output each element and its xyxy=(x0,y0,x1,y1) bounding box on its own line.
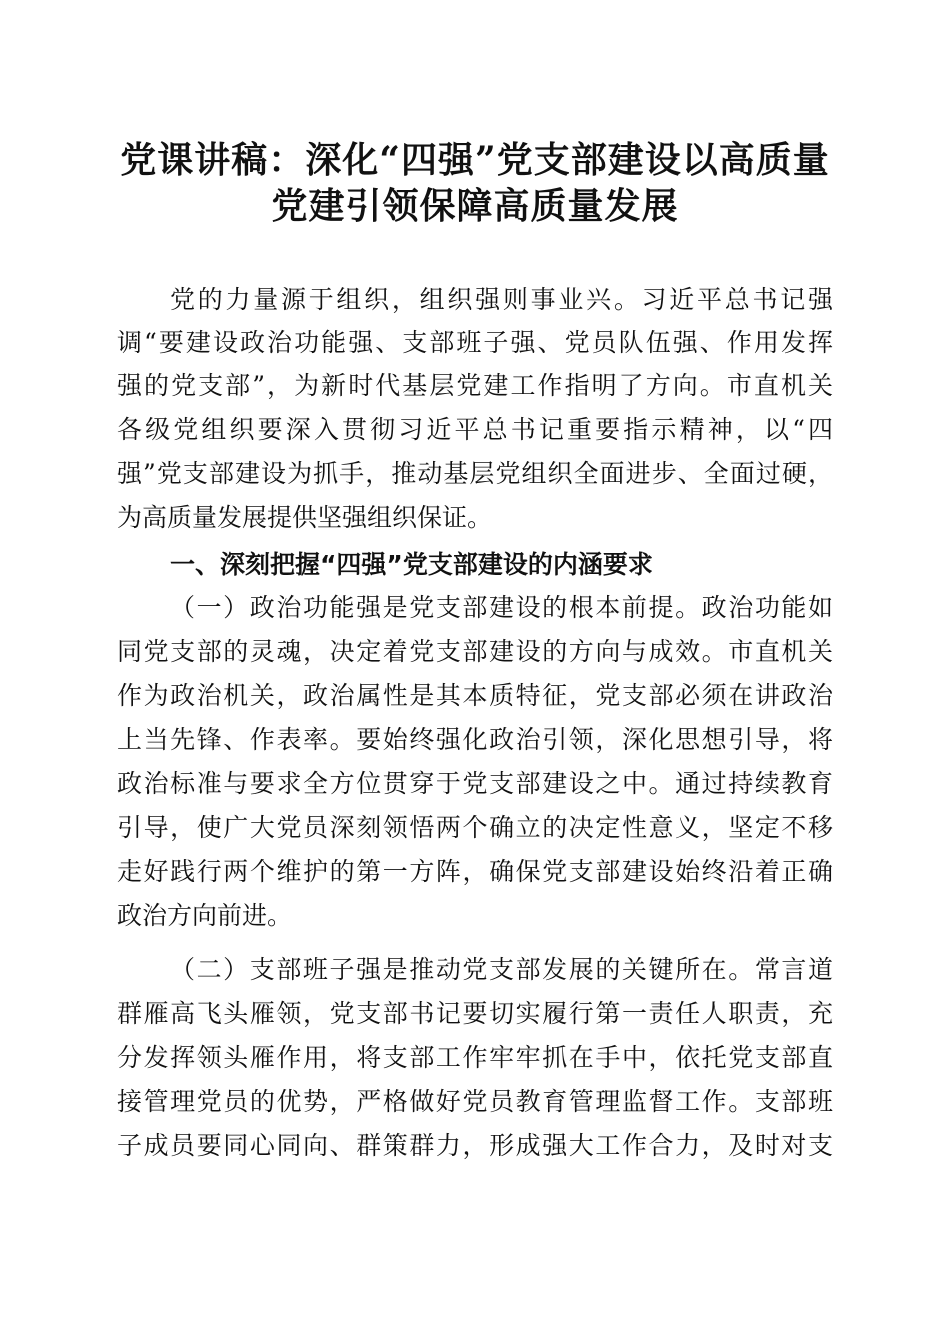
paragraph-line: 分发挥领头雁作用，将支部工作牢牢抓在手中，依托党支部直 xyxy=(117,1043,833,1072)
paragraph-line: 接管理党员的优势，严格做好党员教育管理监督工作。支部班 xyxy=(117,1087,833,1116)
paragraph-line: 同党支部的灵魂，决定着党支部建设的方向与成效。市直机关 xyxy=(117,637,833,666)
paragraph-line: 上当先锋、作表率。要始终强化政治引领，深化思想引导，将 xyxy=(117,725,833,754)
section-heading: 一、深刻把握“四强”党支部建设的内涵要求 xyxy=(170,550,653,579)
paragraph-line: 政治方向前进。 xyxy=(117,901,293,930)
intro-line: 党的力量源于组织，组织强则事业兴。习近平总书记强 xyxy=(170,285,833,314)
document-title-line-2: 党建引领保障高质量发展 xyxy=(271,185,679,227)
intro-line: 强的党支部”，为新时代基层党建工作指明了方向。市直机关 xyxy=(117,371,833,400)
paragraph-line: 引导，使广大党员深刻领悟两个确立的决定性意义，坚定不移 xyxy=(117,813,833,842)
intro-line: 调“要建设政治功能强、支部班子强、党员队伍强、作用发挥 xyxy=(117,328,833,357)
paragraph-line: （二）支部班子强是推动党支部发展的关键所在。常言道 xyxy=(170,955,833,984)
intro-line: 强”党支部建设为抓手，推动基层党组织全面进步、全面过硬， xyxy=(117,459,833,488)
intro-line: 为高质量发展提供坚强组织保证。 xyxy=(117,503,493,532)
paragraph-line: 作为政治机关，政治属性是其本质特征，党支部必须在讲政治 xyxy=(117,681,833,710)
document-title-line-1: 党课讲稿：深化“四强”党支部建设以高质量 xyxy=(120,139,830,181)
paragraph-line: 群雁高飞头雁领，党支部书记要切实履行第一责任人职责，充 xyxy=(117,999,833,1028)
paragraph-line: 政治标准与要求全方位贯穿于党支部建设之中。通过持续教育 xyxy=(117,769,833,798)
paragraph-line: 子成员要同心同向、群策群力，形成强大工作合力，及时对支 xyxy=(117,1131,833,1160)
intro-line: 各级党组织要深入贯彻习近平总书记重要指示精神，以“四 xyxy=(117,415,833,444)
paragraph-line: （一）政治功能强是党支部建设的根本前提。政治功能如 xyxy=(170,593,833,622)
paragraph-line: 走好践行两个维护的第一方阵，确保党支部建设始终沿着正确 xyxy=(117,857,833,886)
